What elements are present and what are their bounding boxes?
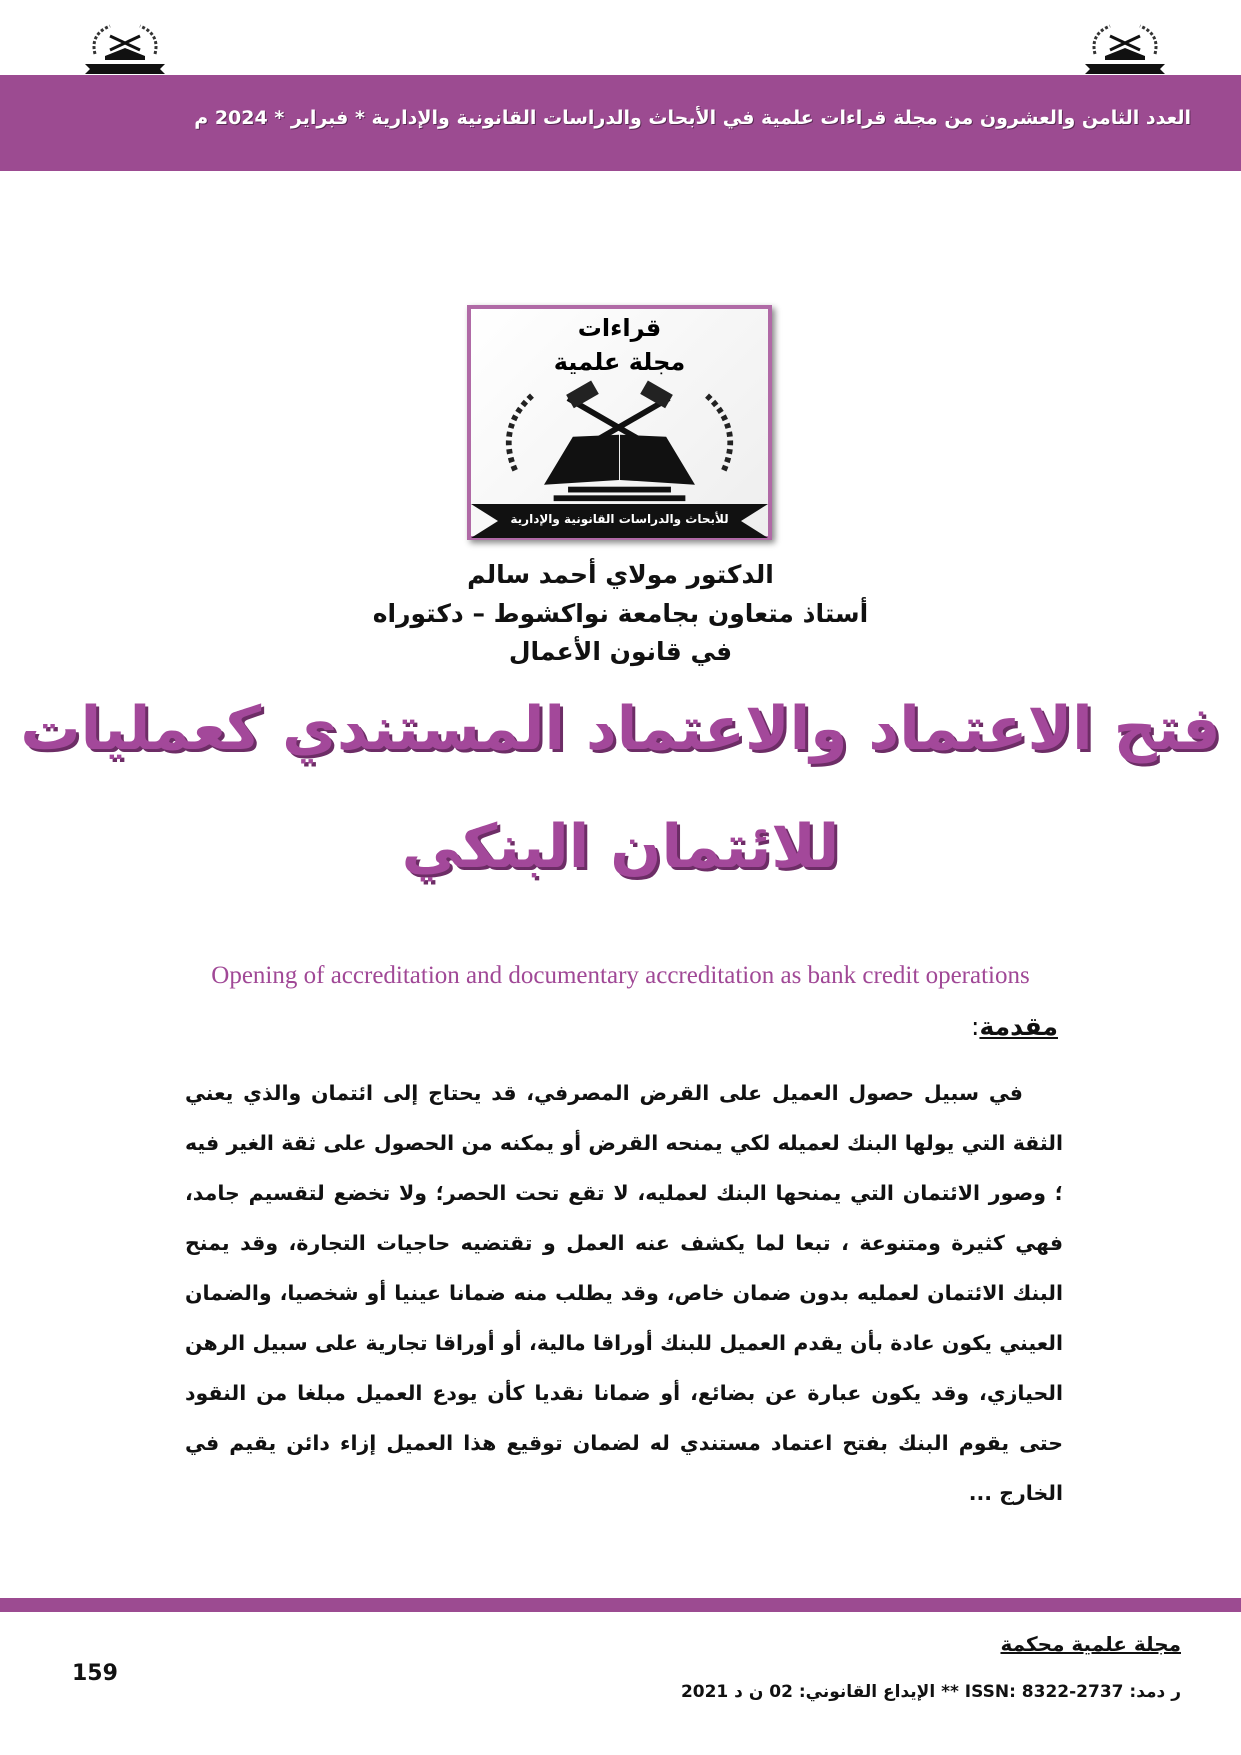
footer-bar <box>0 1598 1241 1612</box>
footer-issn-deposit: ر دمد: 2737-8322 :ISSN ** الإيداع القانوني: 02 ن د 2021 <box>680 1682 1181 1702</box>
journal-logo-left <box>80 14 170 74</box>
page-number: 159 <box>72 1661 118 1686</box>
author-position: أستاذ متعاون بجامعة نواكشوط – دكتوراه <box>372 599 869 628</box>
intro-heading-text: مقدمة <box>979 1012 1058 1041</box>
logo-ribbon <box>471 504 768 538</box>
journal-logo-right <box>1080 14 1170 74</box>
author-name: الدكتور مولاي أحمد سالم <box>467 560 774 589</box>
logo-title-top: قراءات <box>577 314 662 342</box>
paragraph-text: في سبيل حصول العميل على القرض المصرفي، قد يحتاج إلى ائتمان والذي يعني الثقة التي يولها البنك لعميله لكي يمنحه القرض أو يمكنه من الحصول على ثقة الغير فيه ؛ وصور الائتمان التي يمنحها البنك لعمليه، لا تقع تحت الحصر؛ ولا تخضع لتقسيم جامد، فهي كثيرة ومتنوعة ، تبعا لما يكشف عنه العمل و تقتضيه حاجيات التجارة، وقد يمنح البنك الائتمان لعمليه بدون ضمان خاص، وقد يطلب منه ضمانا عينيا أو شخصيا، والضمان العيني يكون عادة بأن يقدم العميل للبنك أوراقا مالية، أو أوراقا تجارية على سبيل الرهن الحيازي، وقد يكون عبارة عن بضائع، أو ضمانا نقديا كأن يودع العميل مبلغا من النقود حتى يقوم البنك بفتح اعتماد مستندي له لضمان توقيع هذا العميل إزاء دائن يقيم في الخارج ... <box>185 1081 1063 1505</box>
article-title <box>20 690 1221 886</box>
author-field: في قانون الأعمال <box>508 637 733 666</box>
logo-title-bottom: مجلة علمية <box>553 348 686 376</box>
intro-paragraph <box>185 1068 1063 1518</box>
english-title: Opening of accreditation and documentary accreditation as bank credit operations <box>211 962 1030 989</box>
intro-heading <box>971 1012 1058 1041</box>
gavel-book-emblem <box>471 379 768 504</box>
issue-info: العدد الثامن والعشرون من مجلة قراءات علمية في الأبحاث والدراسات القانونية والإدارية * فبراير * 2024 م <box>194 107 1191 129</box>
journal-logo <box>467 305 772 540</box>
header-banner <box>0 75 1241 171</box>
article-title-line1: فتح الاعتماد والاعتماد المستندي كعمليات <box>20 694 1221 764</box>
logo-ribbon-text: للأبحاث والدراسات القانونية والإدارية <box>510 512 729 526</box>
footer-journal-label: مجلة علمية محكمة <box>1000 1632 1181 1656</box>
article-title-line2: للائتمان البنكي <box>401 812 840 882</box>
intro-colon: : <box>971 1012 980 1041</box>
